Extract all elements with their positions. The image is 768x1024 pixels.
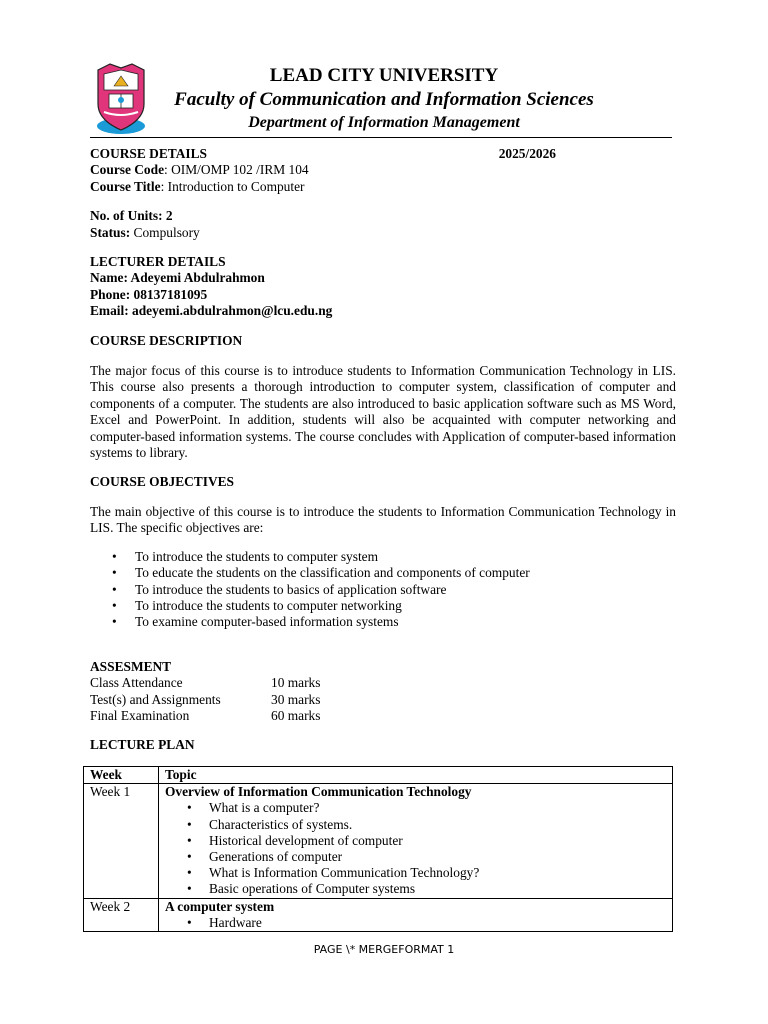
list-item: • Historical development of computer (165, 833, 666, 849)
course-details (90, 146, 676, 195)
course-status-label: Status: (90, 224, 131, 240)
list-item: • Characteristics of systems. (165, 817, 666, 833)
table-row (84, 898, 673, 931)
lecturer-phone: Phone: 08137181095 (90, 286, 208, 302)
assessment-marks: 60 marks (271, 707, 321, 723)
lecturer-name: Name: Adeyemi Abdulrahmon (90, 270, 265, 286)
academic-session: 2025/2026 (498, 146, 556, 161)
course-units: No. of Units: 2 (90, 208, 173, 224)
assessment-marks: 30 marks (271, 691, 321, 707)
week-cell: Week 1 (84, 784, 159, 898)
list-item: • To introduce the students to computer networking (90, 598, 676, 614)
lecture-plan-table (83, 766, 673, 932)
lecturer-details (90, 254, 676, 320)
course-code (90, 162, 676, 178)
course-status-value: Compulsory (130, 224, 200, 240)
list-item: • What is a computer? (165, 800, 666, 816)
document-header (150, 64, 618, 134)
page-footer: PAGE \* MERGEFORMAT 1 (313, 943, 455, 956)
list-item: • What is Information Communication Technology? (165, 865, 666, 881)
objectives-intro: The main objective of this course is to introduce the students to Information Communication Technology in LIS. The specific objectives are: (90, 503, 676, 536)
list-item: • To introduce the students to basics of application software (90, 582, 676, 598)
assessment-marks: 10 marks (271, 675, 321, 691)
document-body (90, 146, 676, 754)
course-details-heading: COURSE DETAILS (90, 146, 207, 161)
course-code-label: Course Code (90, 162, 165, 178)
description-text: The major focus of this course is to introduce students to Information Communication Technology in LIS. This course also presents a thorough introduction to computer system, classification of computer and components of a computer. The students are also introduced to basic application software such as MS Word, Excel and PowerPoint. In addition, students will also be acquainted with computer networking and computer-based information systems. The course concludes with Application of computer-based information systems to library. (90, 363, 676, 461)
faculty-name: Faculty of Communication and Information Sciences (174, 89, 594, 110)
assessment-row (90, 692, 676, 708)
description-heading: COURSE DESCRIPTION (90, 332, 243, 348)
course-status (90, 225, 676, 241)
table-row (84, 784, 673, 898)
course-title-label: Course Title (90, 178, 161, 194)
topic-cell (159, 784, 673, 898)
header-divider (90, 137, 672, 138)
topic-list (165, 915, 666, 931)
course-title (90, 179, 676, 195)
topic-list (165, 800, 666, 897)
lecturer-heading: LECTURER DETAILS (90, 254, 226, 270)
assessment-row (90, 675, 676, 691)
university-crest-icon (92, 60, 150, 136)
list-item: • To educate the students on the classification and components of computer (90, 565, 676, 581)
lecturer-email: Email: adeyemi.abdulrahmon@lcu.edu.ng (90, 303, 333, 319)
topic-title: Overview of Information Communication Technology (165, 784, 472, 800)
column-header-week: Week (84, 767, 159, 784)
week-cell: Week 2 (84, 898, 159, 931)
department-name: Department of Information Management (248, 114, 520, 131)
course-title-value: : Introduction to Computer (160, 178, 305, 194)
assessment-table (90, 675, 676, 724)
list-item: • To introduce the students to computer system (90, 549, 676, 565)
assessment-label: Test(s) and Assignments (90, 691, 221, 707)
list-item: • Basic operations of Computer systems (165, 881, 666, 897)
topic-cell (159, 898, 673, 931)
assessment-label: Class Attendance (90, 675, 183, 691)
lecture-plan-heading: LECTURE PLAN (90, 737, 195, 753)
assessment-heading: ASSESMENT (90, 658, 172, 674)
assessment-row (90, 708, 676, 724)
list-item: • To examine computer-based information systems (90, 614, 676, 630)
table-header-row (84, 767, 673, 784)
university-name: LEAD CITY UNIVERSITY (269, 65, 499, 86)
list-item: • Hardware (165, 915, 666, 931)
objectives-list (90, 549, 676, 631)
list-item: • Generations of computer (165, 849, 666, 865)
assessment-label: Final Examination (90, 707, 190, 723)
course-code-value: : OIM/OMP 102 /IRM 104 (164, 162, 309, 178)
topic-title: A computer system (165, 898, 275, 914)
objectives-heading: COURSE OBJECTIVES (90, 473, 234, 489)
column-header-topic: Topic (159, 767, 673, 784)
